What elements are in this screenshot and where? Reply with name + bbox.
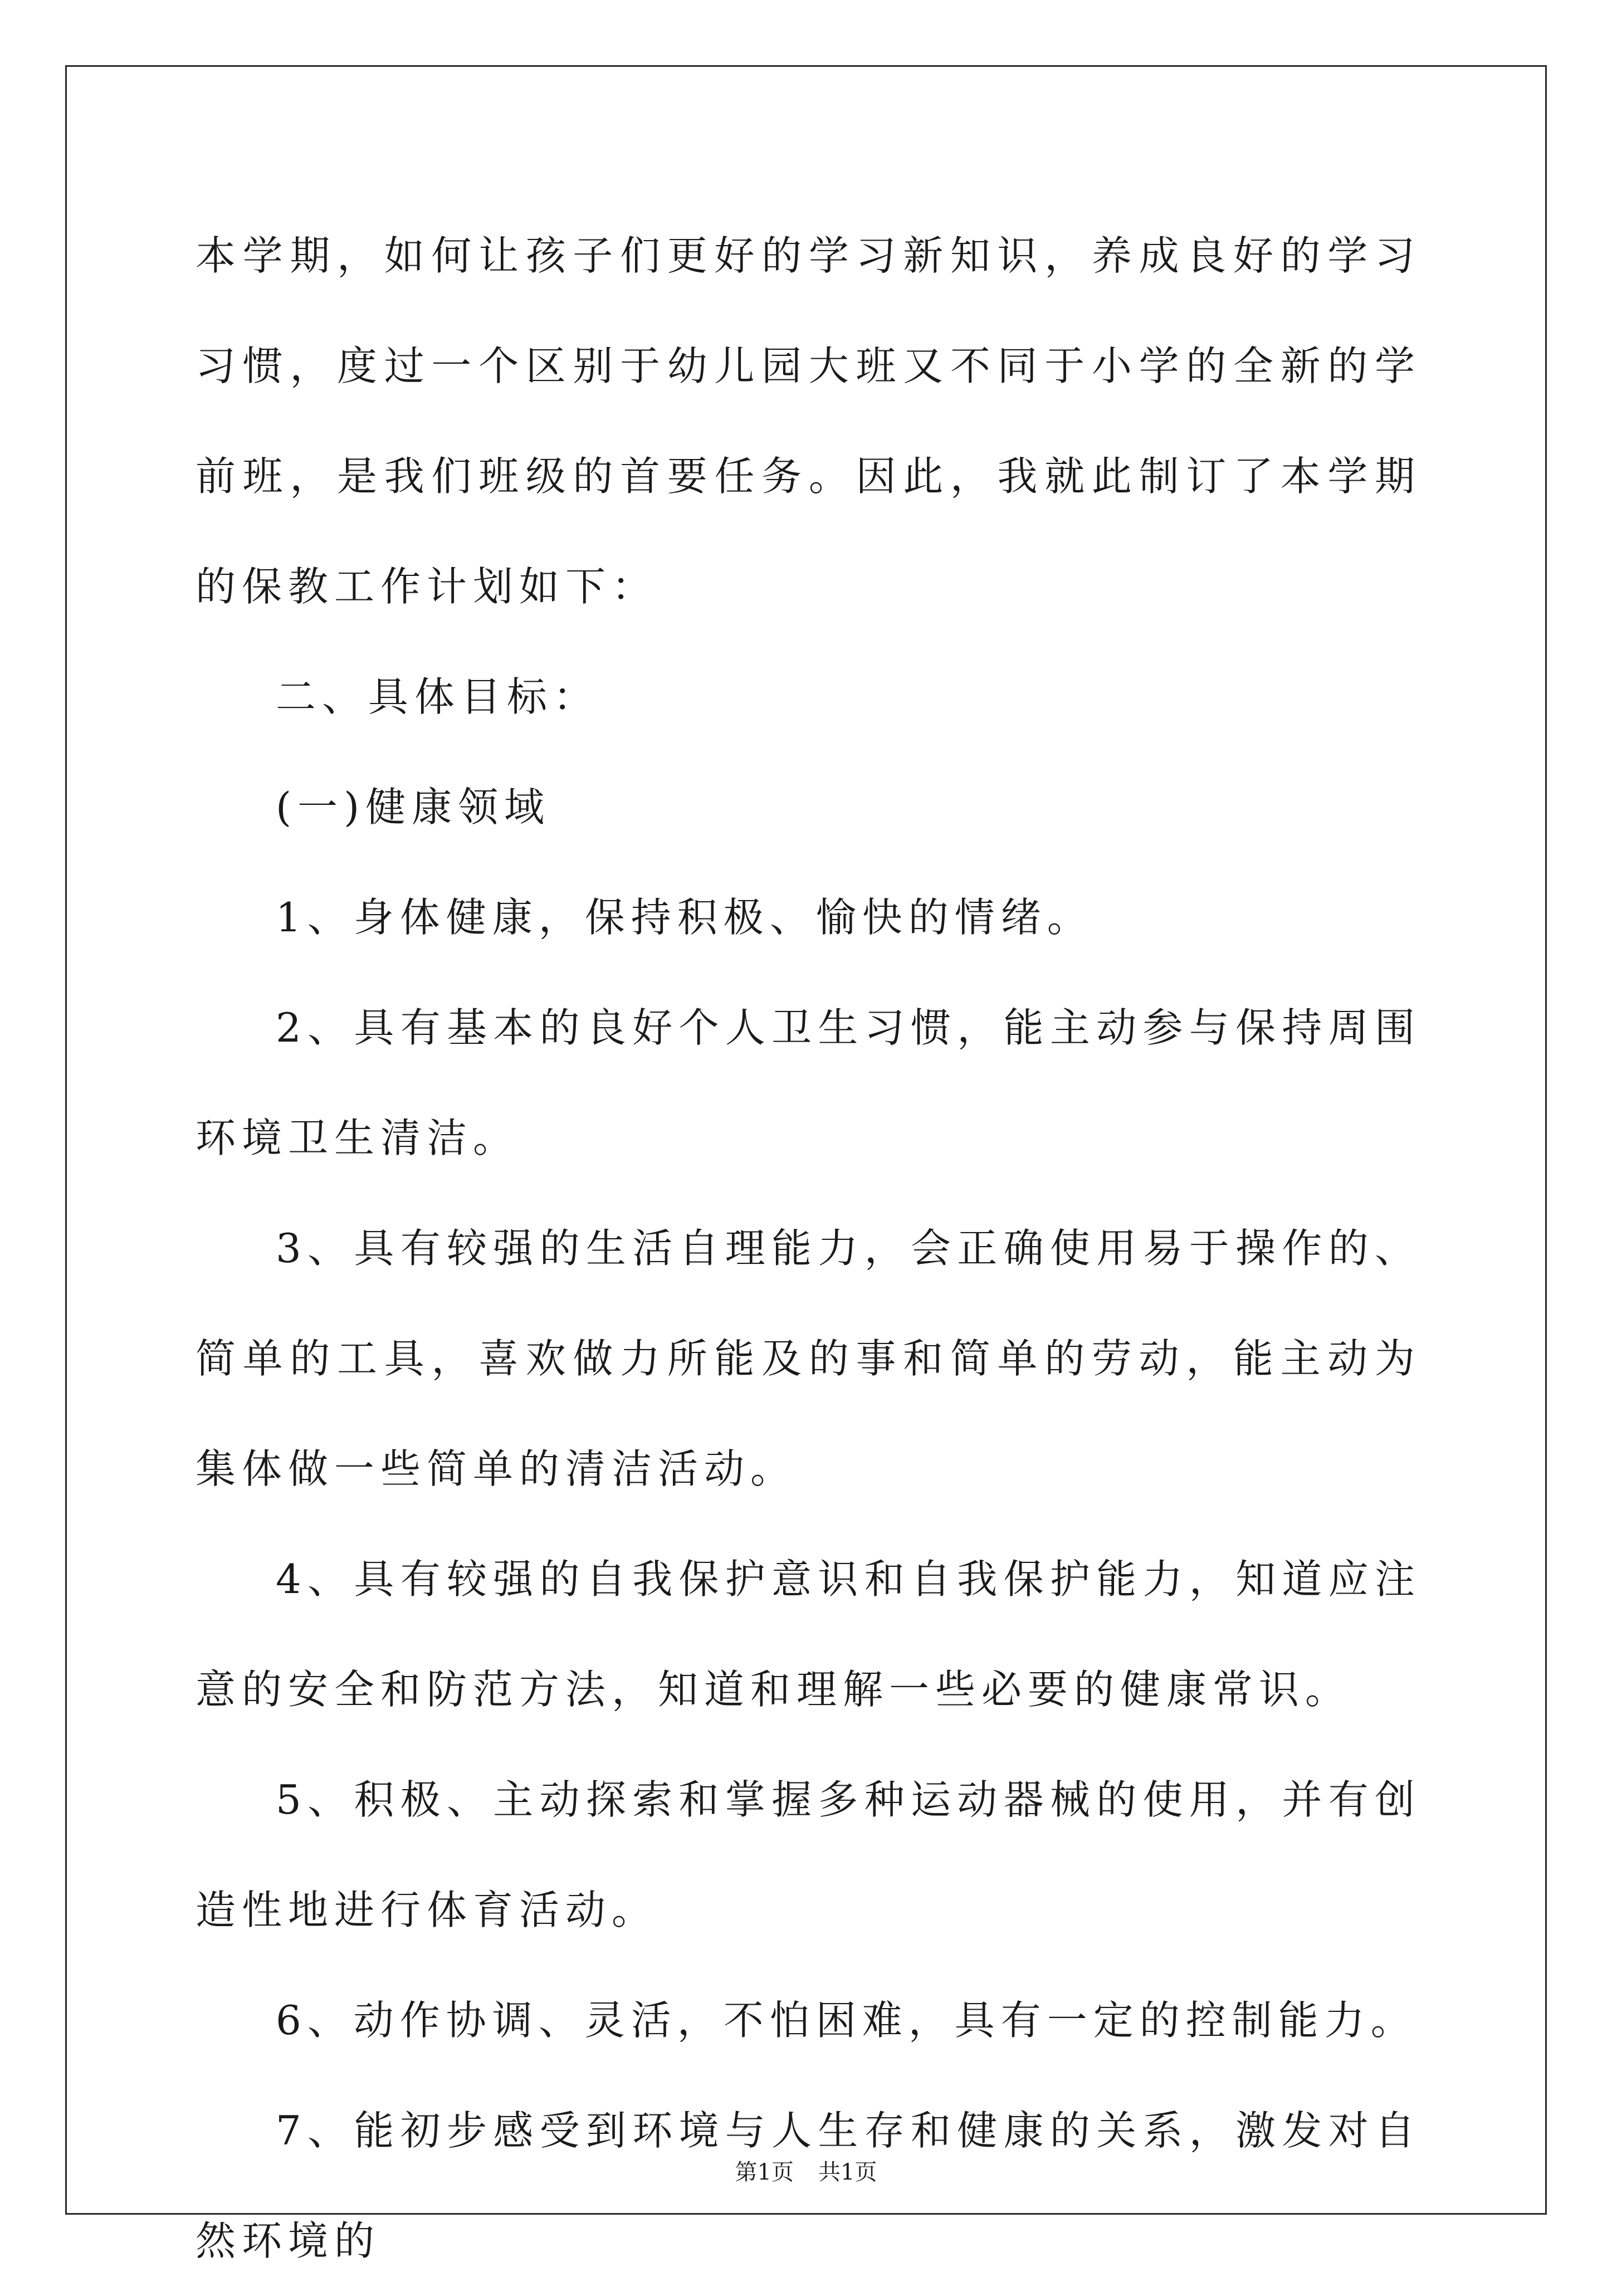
page-footer xyxy=(0,2156,1612,2189)
list-item-goal-5: 5、积极、主动探索和掌握多种运动器械的使用，并有创造性地进行体育活动。 xyxy=(196,1776,1421,1933)
list-item-goal-2: 2、具有基本的良好个人卫生习惯，能主动参与保持周围环境卫生清洁。 xyxy=(196,1004,1421,1161)
list-item-goal-4: 4、具有较强的自我保护意识和自我保护能力，知道应注意的安全和防范方法，知道和理解一些必要的健康常识。 xyxy=(196,1556,1421,1713)
list-item-goal-7: 7、能初步感受到环境与人生存和健康的关系，激发对自然环境的 xyxy=(196,2107,1421,2264)
document-body xyxy=(196,201,1421,2296)
heading-specific-goals: 二、具体目标： xyxy=(276,673,600,720)
list-item-goal-3: 3、具有较强的生活自理能力，会正确使用易于操作的、简单的工具，喜欢做力所能及的事和简单的劳动，能主动为集体做一些简单的清洁活动。 xyxy=(196,1225,1421,1492)
paragraph-intro: 本学期，如何让孩子们更好的学习新知识，养成良好的学习习惯，度过一个区别于幼儿园大班又不同于小学的全新的学前班，是我们班级的首要任务。因此，我就此制订了本学期的保教工作计划如下： xyxy=(196,232,1421,610)
list-item-goal-1: 1、身体健康，保持积极、愉快的情绪。 xyxy=(276,894,1093,941)
heading-health-domain: (一)健康领域 xyxy=(276,784,551,831)
page-total: 共1页 xyxy=(818,2160,877,2185)
list-item-goal-6: 6、动作协调、灵活，不怕困难，具有一定的控制能力。 xyxy=(276,1997,1417,2044)
page-number: 第1页 xyxy=(735,2160,794,2185)
